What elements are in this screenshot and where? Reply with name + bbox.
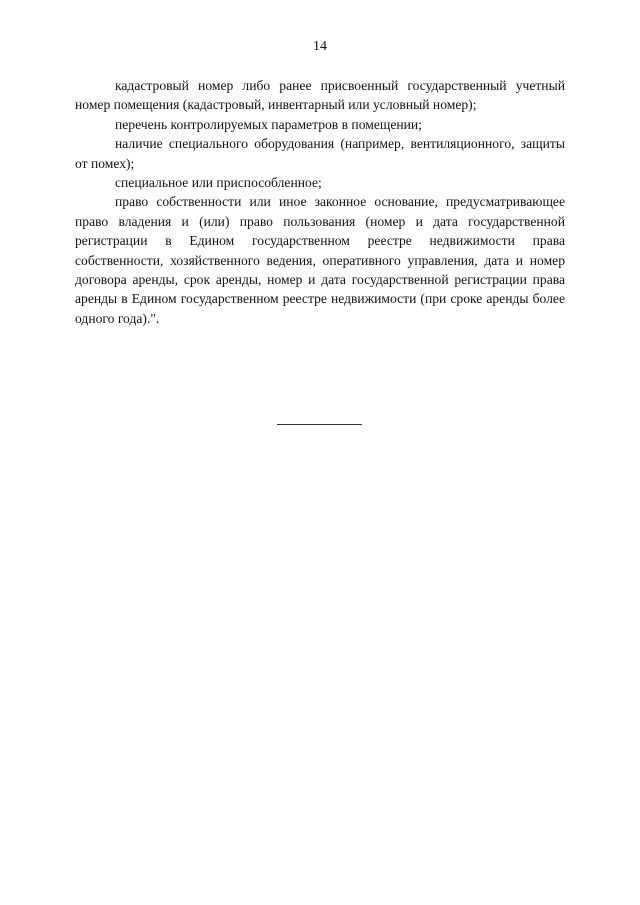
paragraph-cadastral-number: кадастровый номер либо ранее присвоенный государственный учетный номер помещения (кадастровый, инвентарный или условный номер); <box>75 78 565 113</box>
separator-line <box>277 424 362 425</box>
page-number: 14 <box>313 39 327 54</box>
paragraph-controlled-parameters: перечень контролируемых параметров в помещении; <box>115 116 422 132</box>
document-body <box>75 76 565 328</box>
paragraph-ownership-right: право собственности или иное законное основание, предусматривающее право владения и (или) право пользования (номер и дата государственной регистрации в Едином государственном реестре недвижимости права собственности, хозяйственного ведения, оперативного управления, дата и номер договора аренды, срок аренды, номер и дата государственной регистрации права аренды в Едином государственном реестре недвижимости (при сроке аренды более одного года).". <box>75 194 565 326</box>
paragraph-special-equipment: наличие специального оборудования (например, вентиляционного, защиты от помех); <box>75 136 565 171</box>
paragraph-special-or-adapted: специальное или приспособленное; <box>115 175 322 191</box>
